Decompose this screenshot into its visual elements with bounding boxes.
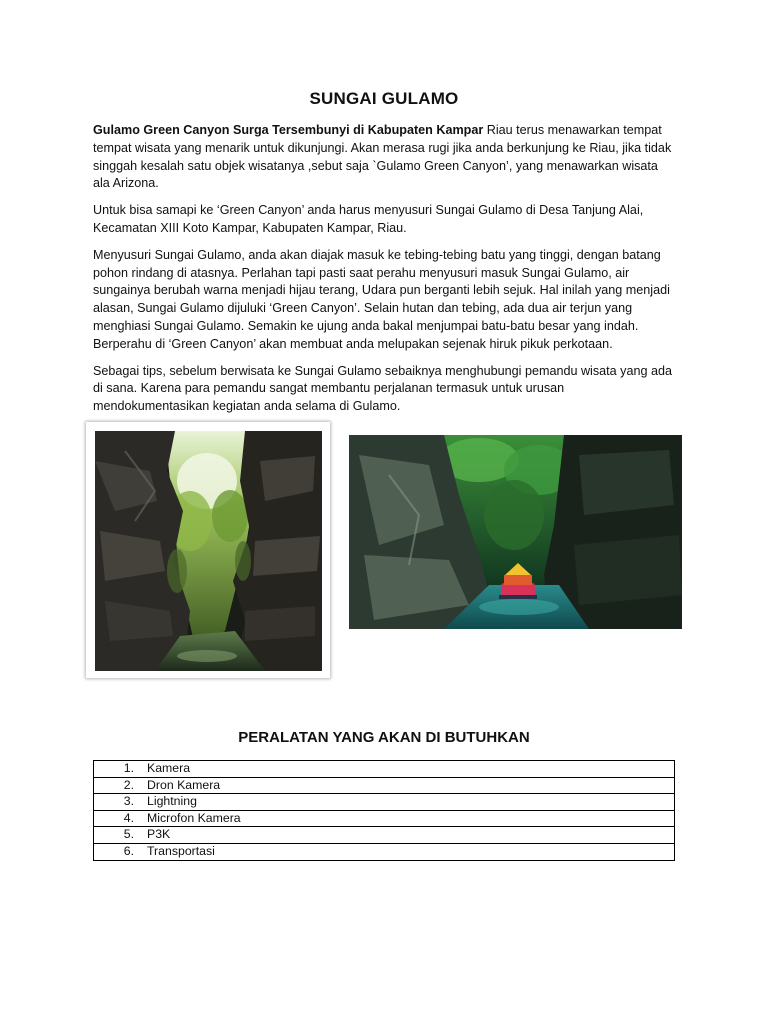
- table-row: [94, 777, 675, 794]
- table-cell: [94, 761, 675, 778]
- table-cell: [94, 794, 675, 811]
- item-label: Lightning: [147, 794, 197, 809]
- item-number: 5.: [123, 827, 134, 842]
- equipment-title: PERALATAN YANG AKAN DI BUTUHKAN: [238, 729, 530, 746]
- body-text: [93, 122, 677, 425]
- table-row: [94, 827, 675, 844]
- item-number: 1.: [123, 761, 134, 775]
- item-label: Kamera: [147, 761, 191, 775]
- intro-bold-heading: Gulamo Green Canyon Surga Tersembunyi di Kabupaten Kampar: [93, 123, 484, 137]
- table-cell: [94, 810, 675, 827]
- table-cell: [94, 827, 675, 844]
- table-row: [94, 843, 675, 860]
- table-row: [94, 794, 675, 811]
- table-row: [94, 761, 675, 778]
- paragraph-tips: Sebagai tips, sebelum berwisata ke Sungai Gulamo sebaiknya menghubungi pemandu wisata yang ada di sana. Karena para pemandu sangat membantu perjalanan termasuk untuk urusan mendokumentasikan kegiatan anda selama di Gulamo.: [93, 363, 672, 414]
- item-label: P3K: [147, 827, 171, 842]
- page-title: SUNGAI GULAMO: [309, 89, 459, 108]
- item-label: Microfon Kamera: [147, 810, 241, 825]
- canyon-photo-vertical: [95, 431, 322, 671]
- item-number: 4.: [123, 810, 134, 825]
- item-number: 2.: [123, 777, 134, 792]
- canyon-photo-frame: [86, 422, 330, 678]
- equipment-table: [93, 760, 675, 861]
- table-row: [94, 810, 675, 827]
- canyon-boat-photo: [349, 435, 682, 629]
- item-label: Transportasi: [147, 843, 215, 858]
- intro-paragraph: [93, 122, 677, 193]
- paragraph-river: Menyusuri Sungai Gulamo, anda akan diajak masuk ke tebing-tebing batu yang tinggi, dengan batang pohon rindang di atasnya. Perlahan tapi pasti saat perahu menyusuri masuk Sungai Gulamo, air sungainya berubah warna menjadi hijau terang, Udara pun berganti lebih sejuk. Hal inilah yang menjadi alasan, Sungai Gulamo dijuluki ‘Green Canyon’. Selain hutan dan tebing, ada dua air terjun yang menghiasi Sungai Gulamo. Semakin ke ujung anda bakal menjumpai batu-batu besar yang indah. Berperahu di ‘Green Canyon’ akan membuat anda melupakan sejenak hiruk pikuk perkotaan.: [93, 247, 670, 351]
- table-cell: [94, 777, 675, 794]
- paragraph-route: Untuk bisa samapi ke ‘Green Canyon’ anda harus menyusuri Sungai Gulamo di Desa Tanjung Alai, Kecamatan XIII Koto Kampar, Kabupaten Kampar, Riau.: [93, 203, 644, 235]
- item-label: Dron Kamera: [147, 777, 221, 792]
- table-cell: [94, 843, 675, 860]
- intro-text: Riau terus menawarkan tempat tempat wisata yang menarik untuk dikunjungi. Akan merasa rugi jika anda berkunjung ke Riau, jika tidak singgah kesalah satu objek wisatanya ,sebut saja `Gulamo Green Canyon’, yang menawarkan wisata ala Arizona.: [93, 123, 672, 191]
- item-number: 6.: [123, 843, 134, 858]
- item-number: 3.: [123, 794, 134, 809]
